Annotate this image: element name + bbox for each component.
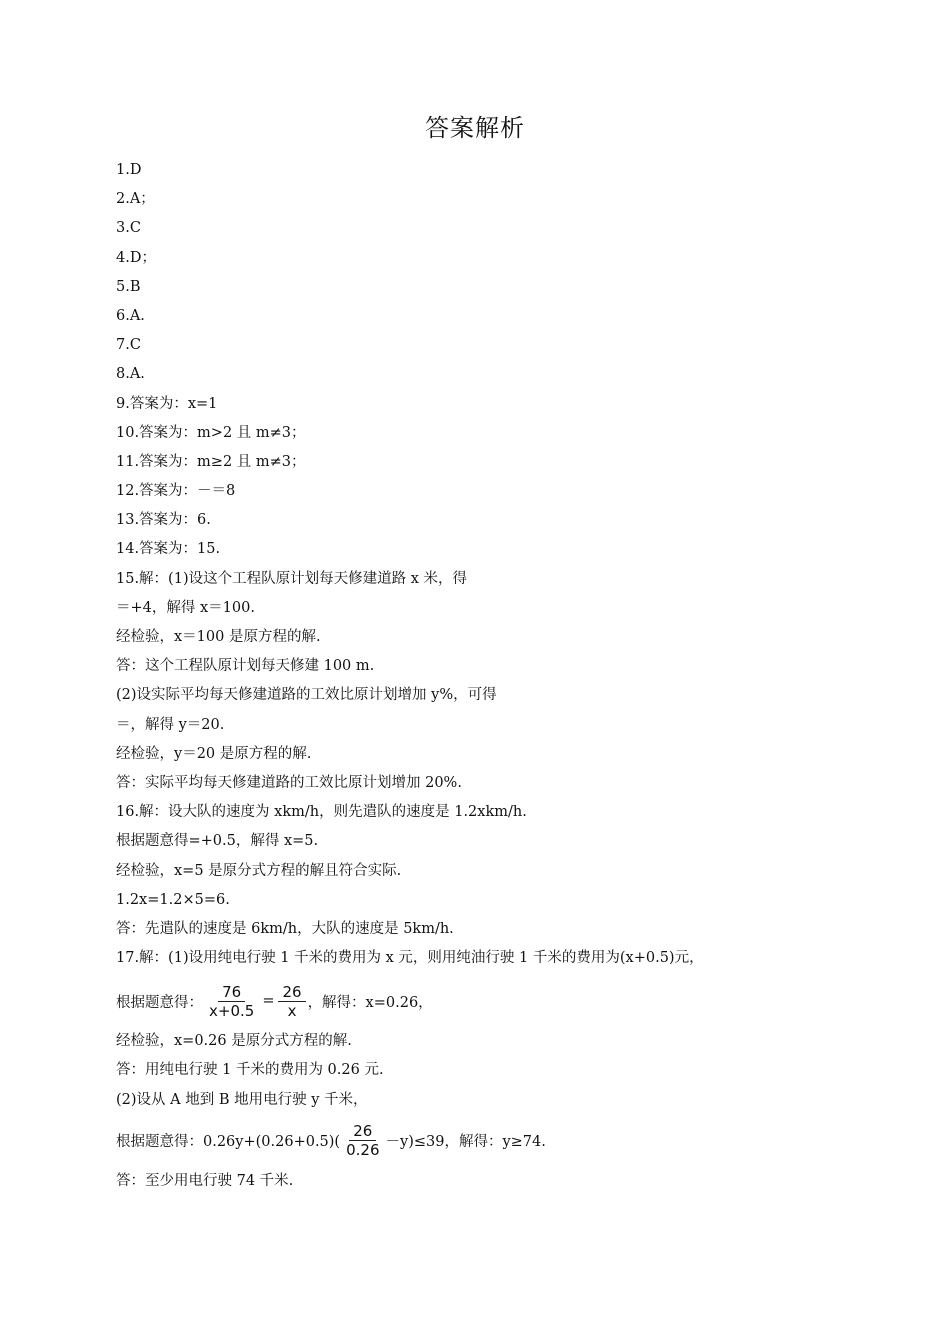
answer-line: 4.D； — [116, 249, 156, 266]
answer-line: 7.C — [116, 337, 141, 354]
answer-line: 12.答案为：－＝8 — [116, 483, 236, 500]
formula-line-1 — [116, 981, 896, 1021]
answer-line: 15.解：(1)设这个工程队原计划每天修建道路 x 米，得 — [116, 570, 467, 587]
fraction-denominator: x — [287, 1001, 297, 1020]
answer-line: 答：用纯电行驶 1 千米的费用为 0.26 元. — [116, 1062, 384, 1079]
answer-line: 11.答案为：m≥2 且 m≠3； — [116, 453, 306, 470]
formula-suffix: －y)≤39，解得：y≥74. — [385, 1134, 546, 1151]
answer-line: 经检验，x=5 是原分式方程的解且符合实际. — [116, 862, 402, 879]
formula-line-2 — [116, 1121, 896, 1161]
answer-line: 6.A. — [116, 307, 145, 324]
fraction-76-over-x-plus-0.5 — [205, 983, 258, 1020]
answer-line: ＝，解得 y＝20. — [116, 716, 225, 733]
answer-line: (2)设实际平均每天修建道路的工效比原计划增加 y%，可得 — [116, 687, 497, 704]
answer-line: 答：至少用电行驶 74 千米. — [116, 1172, 294, 1189]
answer-line: 3.C — [116, 220, 141, 237]
fraction-denominator: 0.26 — [346, 1141, 380, 1160]
answer-line: 经检验，x=0.26 是原分式方程的解. — [116, 1033, 352, 1050]
fraction-denominator: x+0.5 — [209, 1001, 255, 1020]
answer-line: 根据题意得=+0.5，解得 x=5. — [116, 833, 319, 850]
formula-suffix: ，解得：x=0.26， — [307, 994, 433, 1011]
answer-line: 14.答案为：15. — [116, 541, 221, 558]
answer-line: 1.2x=1.2×5=6. — [116, 891, 230, 908]
answer-line: ＝+4，解得 x＝100. — [116, 599, 255, 616]
answer-line: 13.答案为：6. — [116, 512, 211, 529]
answer-line: 9.答案为：x=1 — [116, 395, 218, 412]
answer-line: 1.D — [116, 162, 142, 178]
fraction-26-over-x — [278, 983, 305, 1020]
answer-line: (2)设从 A 地到 B 地用电行驶 y 千米， — [116, 1091, 368, 1108]
answer-line: 5.B — [116, 278, 141, 295]
formula-prefix: 根据题意得：0.26y+(0.26+0.5)( — [116, 1134, 341, 1151]
formula-prefix: 根据题意得： — [116, 994, 203, 1011]
answer-body — [116, 156, 896, 1196]
answer-line: 经检验，x＝100 是原方程的解. — [116, 629, 321, 645]
answer-line: 答：实际平均每天修建道路的工效比原计划增加 20%. — [116, 774, 462, 791]
answer-line: 答：这个工程队原计划每天修建 100 m. — [116, 658, 375, 675]
answer-line: 17.解：(1)设用纯电行驶 1 千米的费用为 x 元，则用纯油行驶 1 千米的费用为(x+0.5)元， — [116, 950, 704, 967]
fraction-numerator: 26 — [349, 1122, 376, 1141]
answer-line: 答：先遣队的速度是 6km/h，大队的速度是 5km/h. — [116, 920, 454, 937]
fraction-26-over-0.26 — [342, 1122, 383, 1159]
answer-line: 10.答案为：m>2 且 m≠3； — [116, 424, 306, 441]
answer-line: 8.A. — [116, 366, 145, 383]
fraction-numerator: 26 — [278, 983, 305, 1002]
page-title: 答案解析 — [425, 114, 525, 142]
answer-line: 2.A； — [116, 191, 155, 208]
answer-line: 经检验，y＝20 是原方程的解. — [116, 745, 312, 762]
answer-line: 16.解：设大队的速度为 xkm/h，则先遣队的速度是 1.2xkm/h. — [116, 804, 527, 821]
equals-sign: = — [262, 993, 275, 1010]
fraction-numerator: 76 — [218, 983, 245, 1002]
